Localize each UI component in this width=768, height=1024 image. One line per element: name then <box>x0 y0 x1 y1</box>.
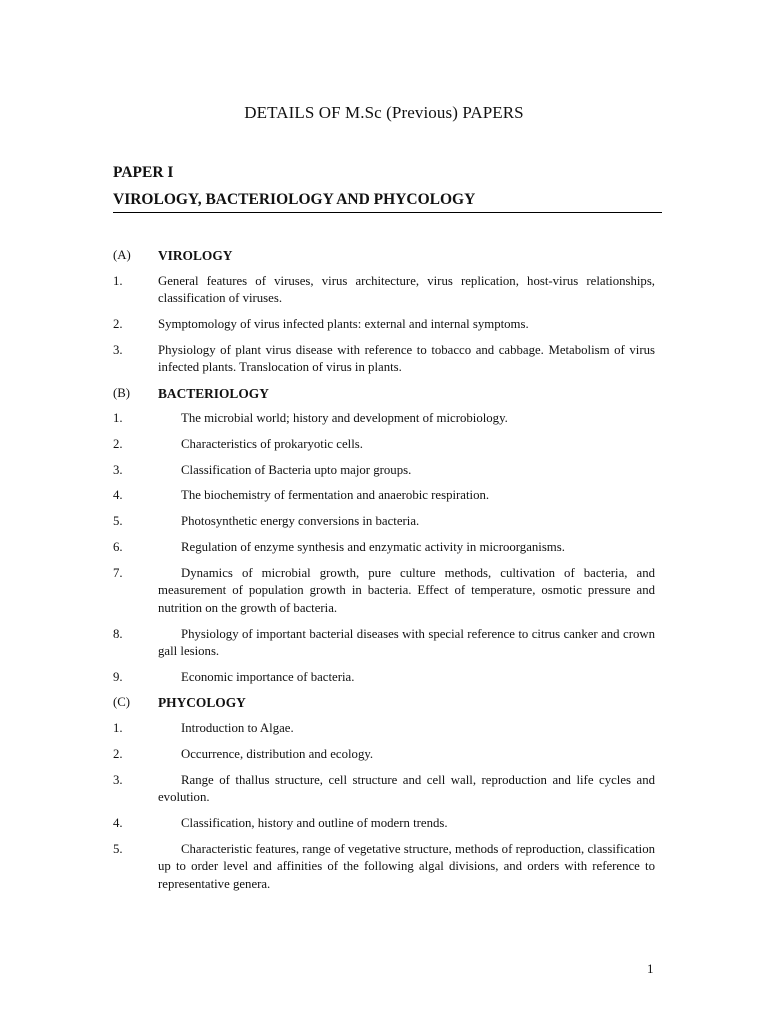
list-item <box>113 342 655 377</box>
item-number: 2. <box>113 747 123 761</box>
item-number: 2. <box>113 317 123 331</box>
section-label: (C) <box>113 695 131 709</box>
section-title: PHYCOLOGY <box>158 695 246 710</box>
list-item <box>113 462 655 479</box>
item-text: Characteristic features, range of vegetative structure, methods of reproduction, classification up to order level and affinities of the following algal divisions, and orders with reference to representative genera. <box>158 842 655 891</box>
item-text: Regulation of enzyme synthesis and enzymatic activity in microorganisms. <box>181 540 565 554</box>
item-number: 7. <box>113 566 123 580</box>
item-number: 5. <box>113 842 123 856</box>
item-number: 3. <box>113 463 123 477</box>
section-title: BACTERIOLOGY <box>158 386 269 401</box>
list-item <box>113 772 655 807</box>
item-number: 4. <box>113 816 123 830</box>
list-item <box>113 539 655 556</box>
item-text: Introduction to Algae. <box>181 721 294 735</box>
item-number: 6. <box>113 540 123 554</box>
item-number: 3. <box>113 773 123 787</box>
item-text: Classification of Bacteria upto major groups. <box>181 463 412 477</box>
item-number: 1. <box>113 411 123 425</box>
item-text: Symptomology of virus infected plants: external and internal symptoms. <box>158 317 529 331</box>
list-item <box>113 410 655 427</box>
item-text: Physiology of important bacterial diseases with special reference to citrus canker and crown gall lesions. <box>158 627 655 659</box>
list-item <box>113 815 655 832</box>
item-number: 3. <box>113 343 123 357</box>
item-number: 1. <box>113 274 123 288</box>
list-item <box>113 720 655 737</box>
title-rule <box>113 212 662 213</box>
item-text: Characteristics of prokaryotic cells. <box>181 437 363 451</box>
item-number: 8. <box>113 627 123 641</box>
list-item <box>113 273 655 308</box>
item-number: 5. <box>113 514 123 528</box>
item-text: Dynamics of microbial growth, pure culture methods, cultivation of bacteria, and measurement of population growth in bacteria. Effect of temperature, osmotic pressure and nutrition on the growth of bacteria. <box>158 566 655 615</box>
section-title: VIROLOGY <box>158 248 233 263</box>
section-label: (B) <box>113 386 131 400</box>
list-item <box>113 565 655 617</box>
section-label: (A) <box>113 248 131 262</box>
item-number: 9. <box>113 670 123 684</box>
item-text: Occurrence, distribution and ecology. <box>181 747 374 761</box>
list-item <box>113 436 655 453</box>
page-title: DETAILS OF M.Sc (Previous) PAPERS <box>244 103 524 122</box>
item-text: The microbial world; history and development of microbiology. <box>181 411 508 425</box>
list-item <box>113 513 655 530</box>
list-item <box>113 841 655 893</box>
list-item <box>113 669 655 686</box>
page-number: 1 <box>647 961 654 976</box>
item-text: The biochemistry of fermentation and anaerobic respiration. <box>181 488 490 502</box>
item-text: Photosynthetic energy conversions in bacteria. <box>181 514 420 528</box>
item-text: Economic importance of bacteria. <box>181 670 355 684</box>
list-item <box>113 316 655 333</box>
list-item <box>113 746 655 763</box>
item-number: 4. <box>113 488 123 502</box>
item-number: 2. <box>113 437 123 451</box>
paper-number: PAPER I <box>113 164 174 181</box>
item-text: General features of viruses, virus architecture, virus replication, host-virus relationships, classification of viruses. <box>158 274 655 306</box>
item-text: Classification, history and outline of modern trends. <box>181 816 448 830</box>
item-text: Range of thallus structure, cell structure and cell wall, reproduction and life cycles and evolution. <box>158 773 655 805</box>
list-item <box>113 626 655 661</box>
item-text: Physiology of plant virus disease with reference to tobacco and cabbage. Metabolism of virus infected plants. Translocation of virus in plants. <box>158 343 655 375</box>
paper-name: VIROLOGY, BACTERIOLOGY AND PHYCOLOGY <box>113 191 476 208</box>
item-number: 1. <box>113 721 123 735</box>
list-item <box>113 487 655 504</box>
